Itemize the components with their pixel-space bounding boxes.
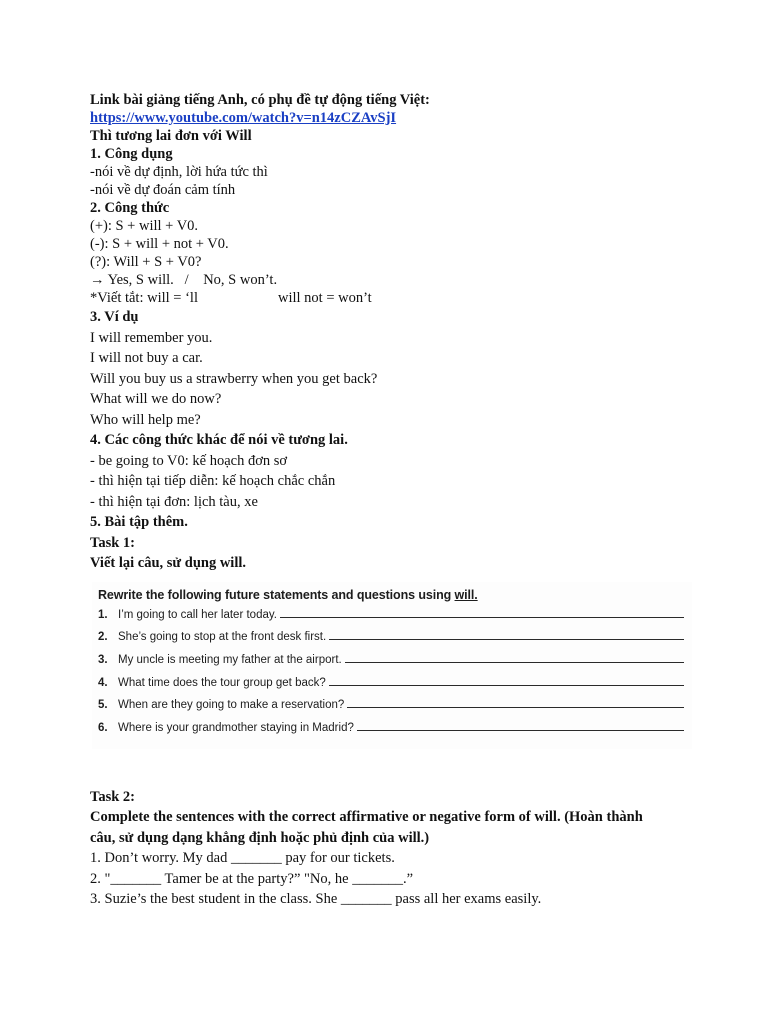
youtube-link[interactable]: https://www.youtube.com/watch?v=n14zCZAvSjI: [90, 110, 397, 126]
exercise-box: [92, 582, 692, 749]
formula-answer: → Yes, S will. / No, S won’t.: [90, 272, 278, 288]
example-item: I will not buy a car.: [90, 350, 203, 366]
examples-heading: 3. Ví dụ: [90, 309, 139, 325]
exercise-item: [98, 677, 688, 700]
task2-item: 2. "_______ Tamer be at the party?” "No, he _______.”: [90, 870, 414, 887]
answer-blank[interactable]: [329, 631, 684, 640]
exercise-text: She’s going to stop at the front desk first.: [118, 631, 327, 644]
other-form-item: - be going to V0: kế hoạch đơn sơ: [90, 452, 288, 469]
example-item: Will you buy us a strawberry when you get back?: [90, 370, 378, 387]
example-item: Who will help me?: [90, 411, 201, 428]
exercise-text: My uncle is meeting my father at the airport.: [118, 653, 342, 666]
exercise-item: [98, 722, 688, 745]
exercise-text: Where is your grandmother staying in Madrid?: [118, 721, 354, 734]
formula-abbreviation: [90, 289, 690, 307]
example-item: I will remember you.: [90, 329, 213, 346]
answer-blank[interactable]: [329, 677, 684, 686]
formula-positive: (+): S + will + V0.: [90, 218, 199, 234]
formula-heading: 2. Công thức: [90, 200, 170, 216]
other-form-item: - thì hiện tại tiếp diễn: kế hoạch chắc chắn: [90, 473, 336, 489]
exercise-number: 2.: [98, 631, 108, 644]
exercise-number: 5.: [98, 699, 108, 712]
task2-label: Task 2:: [90, 788, 136, 805]
answer-blank[interactable]: [345, 654, 684, 663]
formula-negative: (-): S + will + not + V0.: [90, 236, 229, 252]
abbr-will-not: will not = won’t: [278, 290, 372, 306]
exercise-title-text: Rewrite the following future statements and questions using: [98, 587, 455, 602]
exercise-item: [98, 631, 688, 654]
formula-question: (?): Will + S + V0?: [90, 254, 202, 270]
task2-item: 1. Don’t worry. My dad _______ pay for our tickets.: [90, 850, 395, 867]
other-forms-heading: 4. Các công thức khác để nói về tương lai.: [90, 432, 348, 448]
usage-item: -nói về dự đoán cảm tính: [90, 182, 236, 198]
exercise-number: 1.: [98, 608, 108, 621]
exercise-number: 4.: [98, 676, 108, 689]
exercise-item: [98, 654, 688, 677]
task1-label: Task 1:: [90, 534, 136, 551]
document-page: [90, 91, 690, 910]
exercise-number: 3.: [98, 653, 108, 666]
task2-item: 3. Suzie’s the best student in the class. She _______ pass all her exams easily.: [90, 891, 542, 908]
exercise-item: [98, 699, 688, 722]
task1-instruction: Viết lại câu, sử dụng will.: [90, 555, 247, 571]
lesson-title: Thì tương lai đơn với Will: [90, 128, 252, 144]
usage-heading: 1. Công dụng: [90, 146, 173, 162]
task2-instruction-line2: câu, sử dụng dạng khẳng định hoặc phủ định của will.): [90, 829, 430, 846]
exercise-title: [98, 588, 688, 602]
abbr-will: *Viết tắt: will = ‘ll: [90, 290, 198, 306]
answer-blank[interactable]: [357, 722, 684, 731]
exercise-title-keyword: will.: [454, 587, 478, 602]
exercise-item: [98, 609, 688, 632]
intro-heading: Link bài giảng tiếng Anh, có phụ đề tự động tiếng Việt:: [90, 92, 430, 108]
task2-instruction-line1: Complete the sentences with the correct affirmative or negative form of will. (Hoàn thành: [90, 809, 643, 826]
exercise-text: I’m going to call her later today.: [118, 608, 277, 621]
practice-heading: 5. Bài tập thêm.: [90, 514, 188, 530]
answer-blank[interactable]: [280, 609, 684, 618]
exercise-number: 6.: [98, 721, 108, 734]
example-item: What will we do now?: [90, 391, 222, 407]
exercise-text: When are they going to make a reservation?: [118, 699, 345, 712]
exercise-text: What time does the tour group get back?: [118, 676, 326, 689]
answer-blank[interactable]: [347, 699, 684, 708]
usage-item: -nói về dự định, lời hứa tức thì: [90, 164, 268, 180]
other-form-item: - thì hiện tại đơn: lịch tàu, xe: [90, 493, 258, 510]
